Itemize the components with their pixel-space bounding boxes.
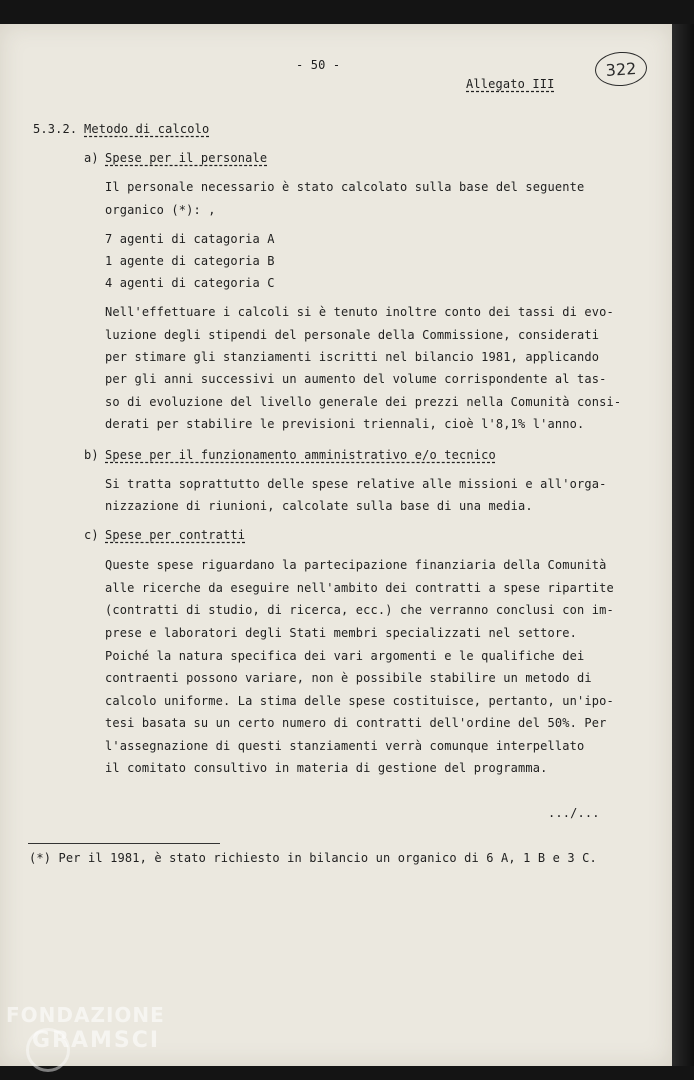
staff-line: 1 agente di categoria B [105,254,275,268]
text-line: tesi basata su un certo numero di contratti dell'ordine del 50%. Per [105,716,607,730]
text-line: per stimare gli stanziamenti iscritti nel bilancio 1981, applicando [105,350,600,364]
text-line: so di evoluzione del livello generale dei prezzi nella Comunità consi- [105,395,622,409]
text-line: prese e laboratori degli Stati membri specializzati nel settore. [105,626,577,640]
page-edge-shadow [672,24,694,1066]
text-line: Queste spese riguardano la partecipazione finanziaria della Comunità [105,558,607,572]
watermark-line2: GRAMSCI [32,1028,161,1053]
section-title: Metodo di calcolo [84,122,210,136]
continuation-mark: .../... [548,806,600,820]
page-number: - 50 - [296,58,341,72]
text-line: l'assegnazione di questi stanziamenti verrà comunque interpellato [105,739,585,753]
text-line: Il personale necessario è stato calcolato sulla base del seguente [105,180,585,194]
watermark-line1: FONDAZIONE [6,1003,165,1027]
text-line: alle ricerche da eseguire nell'ambito dei contratti a spese ripartite [105,581,614,595]
footnote: (*) Per il 1981, è stato richiesto in bilancio un organico di 6 A, 1 B e 3 C. [29,851,597,865]
footnote-divider [28,843,220,844]
item-c-label: c) [84,528,99,542]
annex-label: Allegato III [466,77,555,91]
section-number: 5.3.2. [33,122,78,136]
item-b-title: Spese per il funzionamento amministrativo e/o tecnico [105,448,496,462]
item-a-label: a) [84,151,99,165]
item-a-title: Spese per il personale [105,151,268,165]
staff-line: 4 agenti di categoria C [105,276,275,290]
text-line: Poiché la natura specifica dei vari argomenti e le qualifiche dei [105,649,585,663]
text-line: nizzazione di riunioni, calcolate sulla base di una media. [105,499,533,513]
item-b-label: b) [84,448,99,462]
text-line: calcolo uniforme. La stima delle spese costituisce, pertanto, un'ipo- [105,694,614,708]
text-line: Nell'effettuare i calcoli si è tenuto inoltre conto dei tassi di evo- [105,305,614,319]
text-line: Si tratta soprattutto delle spese relative alle missioni e all'orga- [105,477,607,491]
staff-line: 7 agenti di catagoria A [105,232,275,246]
stamp-number: 322 [605,58,637,80]
text-line: organico (*): , [105,203,216,217]
text-line: derati per stabilire le previsioni triennali, cioè l'8,1% l'anno. [105,417,585,431]
text-line: contraenti possono variare, non è possibile stabilire un metodo di [105,671,592,685]
text-line: (contratti di studio, di ricerca, ecc.) che verranno conclusi con im- [105,603,614,617]
item-c-title: Spese per contratti [105,528,246,542]
text-line: il comitato consultivo in materia di gestione del programma. [105,761,548,775]
text-line: per gli anni successivi un aumento del volume corrispondente al tas- [105,372,607,386]
text-line: luzione degli stipendi del personale della Commissione, considerati [105,328,600,342]
